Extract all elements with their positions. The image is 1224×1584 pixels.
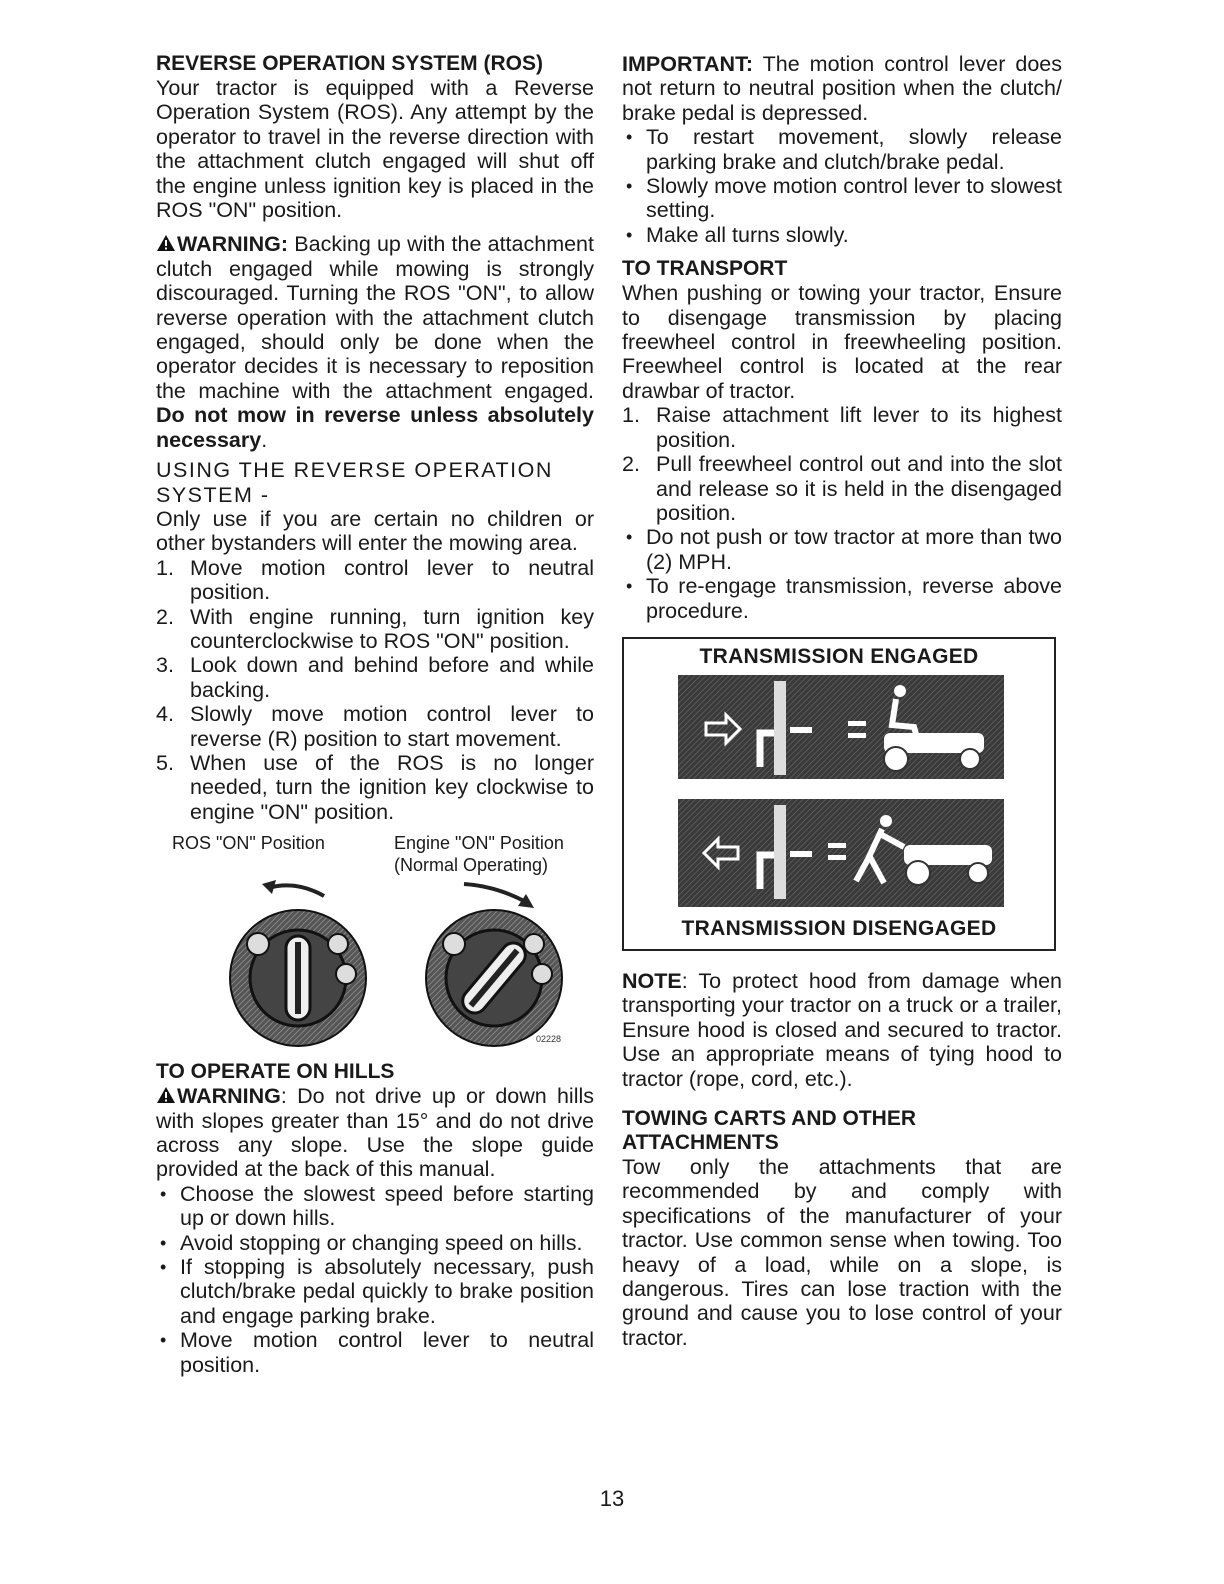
- caption-engine-sub: (Normal Operating): [394, 855, 549, 876]
- disengaged-label: TRANSMISSION DISENGAGED: [681, 916, 997, 940]
- step-text: Pull freewheel control out and into the slot and release so it is held in the disengaged position.: [656, 452, 1062, 525]
- warning-icon: [156, 1086, 176, 1104]
- hills-bullets: [156, 1182, 594, 1377]
- ros-dial: [230, 910, 366, 1046]
- transmission-diagram: [678, 675, 1004, 907]
- ignition-switch-diagram: [196, 878, 596, 1058]
- step-number: 4.: [156, 702, 174, 727]
- list-item: • Do not push or tow tractor at more than two (2) MPH.: [622, 525, 1062, 574]
- right-column: [622, 52, 1062, 1350]
- step-number: 3.: [156, 653, 174, 678]
- list-item: [156, 653, 594, 702]
- warning-end: .: [261, 427, 268, 452]
- important-label: IMPORTANT:: [622, 52, 753, 76]
- caption-ros: ROS "ON" Position: [172, 833, 325, 854]
- ros-heading: REVERSE OPERATION SYSTEM (ROS): [156, 52, 543, 75]
- list-item: [156, 605, 594, 654]
- hills-warning-label: WARNING: [177, 1084, 281, 1109]
- using-heading: USING THE REVERSE OPERATION SYSTEM -: [156, 458, 553, 507]
- list-item: • If stopping is absolutely necessary, push clutch/brake pedal quickly to brake position and engage parking brake.: [156, 1255, 594, 1328]
- step-text: Slowly move motion control lever to reverse (R) position to start movement.: [190, 702, 594, 751]
- left-column: [156, 52, 594, 1377]
- step-text: When use of the ROS is no longer needed, turn the ignition key clockwise to engine "ON" position.: [190, 750, 594, 824]
- using-intro: Only use if you are certain no children or other bystanders will enter the mowing area.: [156, 506, 594, 556]
- transport-bullets: [622, 525, 1062, 623]
- list-item: • Move motion control lever to neutral position.: [156, 1328, 594, 1377]
- engine-dial: [426, 910, 562, 1046]
- step-number: 1.: [622, 403, 640, 428]
- step-text: Move motion control lever to neutral position.: [190, 555, 594, 605]
- transmission-figure: [622, 637, 1056, 951]
- note-text: : To protect hood from damage when transporting your tractor on a truck or a trailer, Ensure hood is closed and secured to tractor. Use an appropriate means of tying hood to tractor (rope, cord, etc.).: [622, 968, 1062, 1091]
- important-text: The motion control lever does not return to neutral position when the clutch/ brake pedal is depressed.: [622, 52, 1062, 125]
- warning-label: WARNING:: [177, 232, 289, 257]
- figure-code: 02228: [536, 1034, 562, 1045]
- step-text: With engine running, turn ignition key counterclockwise to ROS "ON" position.: [190, 604, 594, 653]
- disengaged-panel: [678, 799, 1004, 907]
- step-text: Raise attachment lift lever to its highest position.: [656, 403, 1062, 452]
- step-text: Look down and behind before and while backing.: [190, 653, 594, 702]
- list-item: • Make all turns slowly.: [622, 223, 1062, 247]
- list-item: • To re-engage transmission, reverse above procedure.: [622, 574, 1062, 623]
- ros-steps: [156, 556, 594, 824]
- hills-heading: TO OPERATE ON HILLS: [156, 1060, 395, 1084]
- hills-warning-text: : Do not drive up or down hills with slopes greater than 15° and do not drive across any slope. Use the slope guide provided at the back of this manual.: [156, 1084, 594, 1182]
- warning-text: Backing up with the attachment clutch engaged while mowing is strongly discouraged. Turning the ROS "ON", to allow reverse operation with the attachment clutch engaged, should only be done when the operator decides it is necessary to reposition the machine with the attachment engaged.: [156, 232, 594, 403]
- list-item: [622, 452, 1062, 525]
- engaged-panel: [678, 675, 1004, 779]
- list-item: [156, 556, 594, 605]
- warning-bold: Do not mow in reverse unless absolutely necessary: [156, 403, 594, 452]
- step-number: 5.: [156, 750, 174, 775]
- hills-warning: [156, 1084, 594, 1182]
- list-item: • Choose the slowest speed before starting up or down hills.: [156, 1182, 594, 1231]
- list-item: [156, 751, 594, 824]
- engaged-label: TRANSMISSION ENGAGED: [699, 644, 979, 668]
- ignition-figure: [156, 832, 594, 1060]
- important-bullets: [622, 125, 1062, 247]
- important-note: [622, 52, 1062, 125]
- step-number: 2.: [622, 452, 640, 477]
- list-item: • Slowly move motion control lever to slowest setting.: [622, 174, 1062, 223]
- transport-heading: TO TRANSPORT: [622, 257, 788, 281]
- list-item: [622, 403, 1062, 452]
- note-label: NOTE: [622, 968, 682, 993]
- ros-warning: [156, 232, 594, 452]
- caption-engine: Engine "ON" Position: [394, 833, 564, 854]
- list-item: • To restart movement, slowly release parking brake and clutch/brake pedal.: [622, 125, 1062, 174]
- transport-steps: [622, 403, 1062, 525]
- page-number: 13: [599, 1486, 625, 1511]
- step-number: 2.: [156, 604, 174, 629]
- list-item: [156, 702, 594, 751]
- towing-text: Tow only the attachments that are recommended by and comply with specifications of the manufacturer of your tractor. Use common sense when towing. Too heavy of a load, while on a slope, is dangerous. Tires can lose traction with the ground and cause you to lose control of your tractor.: [622, 1154, 1062, 1350]
- warning-icon: [156, 234, 176, 252]
- note-paragraph: [622, 969, 1062, 1091]
- step-number: 1.: [156, 555, 174, 580]
- transport-intro: When pushing or towing your tractor, Ensure to disengage transmission by placing freewheel control in freewheeling position. Freewheel control is located at the rear drawbar of tractor.: [622, 281, 1062, 403]
- list-item: • Avoid stopping or changing speed on hills.: [156, 1231, 594, 1255]
- towing-heading: TOWING CARTS AND OTHER ATTACHMENTS: [622, 1106, 916, 1154]
- ros-intro: Your tractor is equipped with a Reverse Operation System (ROS). Any attempt by the operator to travel in the reverse direction with the attachment clutch engaged will shut off the engine unless ignition key is placed in the ROS "ON" position.: [156, 76, 594, 223]
